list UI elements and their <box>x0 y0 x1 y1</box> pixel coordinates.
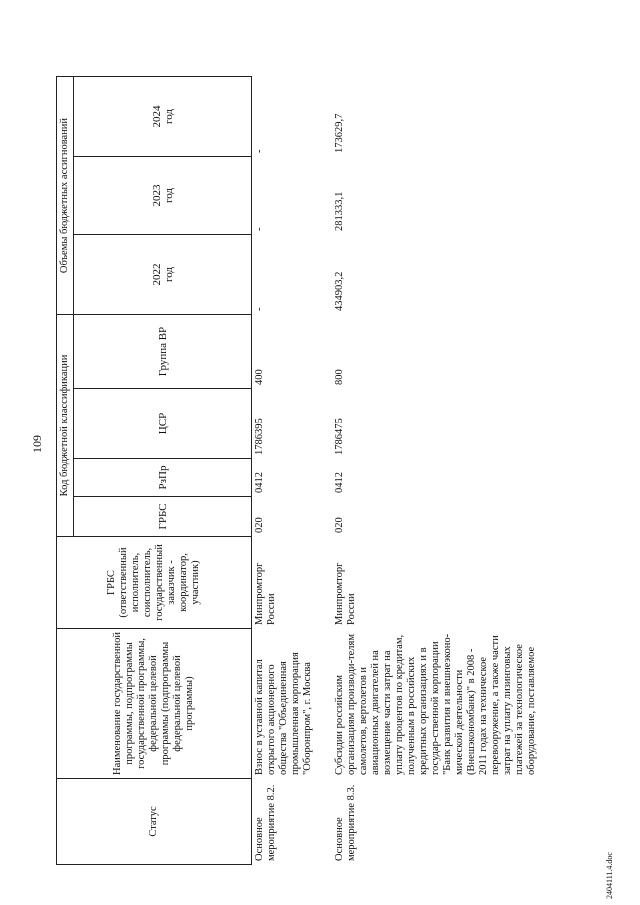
header-code-vr: Группа ВР <box>74 315 252 389</box>
cell-status: Основное мероприятие 8.2. <box>252 779 332 865</box>
header-code-grbs: ГРБС <box>74 497 252 537</box>
cell-2022: - <box>252 235 332 315</box>
cell-grbs: Минпромторг России <box>332 537 540 629</box>
table-row <box>252 77 332 865</box>
cell-2023: - <box>252 157 332 235</box>
cell-csr: 1786395 <box>252 389 332 459</box>
cell-code-grbs: 020 <box>252 497 332 537</box>
table-row <box>332 77 540 865</box>
cell-rzpr: 0412 <box>332 459 540 497</box>
cell-name: Субсидии российским организациям производи-телям самолетов, вертолетов и авиационных двигателей на возмещение части затрат на уплату процентов по кредитам, полученным в российских кредитных организациях и в государ-ственной корпорации "Банк развития и внешнеэконо-мической деятельности (Внешэкономбанк)" в 2008 - 2011 годах на техническое перевооружение, а также части затрат на уплату лизинговых платежей за технологическое оборудование, поставляемое <box>332 629 540 779</box>
cell-rzpr: 0412 <box>252 459 332 497</box>
cell-vr: 800 <box>332 315 540 389</box>
header-budget-group: Объемы бюджетных ассигнований <box>57 77 74 315</box>
cell-2024: 173629,7 <box>332 77 540 157</box>
header-year-2022: 2022 год <box>74 235 252 315</box>
cell-name: Взнос в уставной капитал открытого акционерного общества "Объединенная промышленная корпорация "Оборонпром", г. Москва <box>252 629 332 779</box>
page-number: 109 <box>30 435 44 453</box>
header-code-group: Код бюджетной классификации <box>57 315 74 537</box>
header-status: Статус <box>57 779 252 865</box>
cell-2023: 281333,1 <box>332 157 540 235</box>
header-year-2024: 2024 год <box>74 77 252 157</box>
cell-2022: 434903,2 <box>332 235 540 315</box>
cell-code-grbs: 020 <box>332 497 540 537</box>
budget-table <box>56 76 540 865</box>
header-code-csr: ЦСР <box>74 389 252 459</box>
cell-grbs: Минпромторг России <box>252 537 332 629</box>
header-code-rzpr: РзПр <box>74 459 252 497</box>
cell-vr: 400 <box>252 315 332 389</box>
cell-csr: 1786475 <box>332 389 540 459</box>
header-name: Наименование государственной программы, подпрограммы государственной программы, федеральной целевой программы (подпрограммы федеральной целевой программы) <box>57 629 252 779</box>
cell-status: Основное мероприятие 8.3. <box>332 779 540 865</box>
header-year-2023: 2023 год <box>74 157 252 235</box>
document-id: 2404111.4.doc <box>605 852 614 899</box>
header-grbs: ГРБС (ответственный исполнитель, соисполнитель, государственный заказчик - координатор, участник) <box>57 537 252 629</box>
cell-2024: - <box>252 77 332 157</box>
